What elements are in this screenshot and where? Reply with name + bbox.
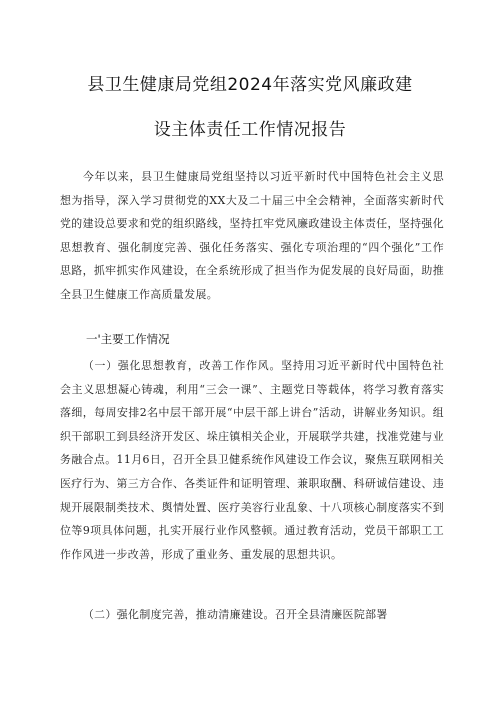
document-title-line-2: 设主体责任工作情况报告 xyxy=(153,120,347,140)
paragraph-item-2: （二）强化制度完善，推动清廉建设。召开全县清廉医院部署 xyxy=(82,608,388,621)
paragraph-item-1: （一）强化思想教育，改善工作作风。坚持用习近平新时代中国特色社会主义思想凝心铸魂，利用“三会一课”、主题党日等载体，将学习教育落实落细，每周安排2名中层干部开展“中层干部上讲台”活动，讲解业务知识。组织干部职工到县经济开发区、垛庄镇相关企业，开展联学共建，找准党建与业务融合点。11月6日，召开全县卫健系统作风建设工作会议，聚焦互联网相关医疗行为、第三方合作、各类证件和证明管理、兼职取酬、科研诚信建设、违规开展限制类技术、舆情处置、医疗美容行业乱象、十八项核心制度落实不到位等9项具体问题，扎实开展行业作风整顿。通过教育活动，党员干部职工工作作风进一步改善，形成了重业务、重发展的思想共识。 xyxy=(60,359,444,561)
document-title-line-1: 县卫生健康局党组2024年落实党风廉政建 xyxy=(87,75,413,95)
section-heading-main-work: 一'主要工作情况 xyxy=(86,332,170,346)
intro-paragraph: 今年以来，县卫生健康局党组坚持以习近平新时代中国特色社会主义思想为指导，深入学习贯彻党的XX大及二十届三中全会精神，全面落实新时代党的建设总要求和党的组织路线，坚持扛牢党风廉政建设主体责任，坚持强化思想教育、强化制度完善、强化任务落实、强化专项治理的“四个强化”工作思路，抓牢抓实作风建设，在全系统形成了担当作为促发展的良好局面，助推全县卫生健康工作高质量发展。 xyxy=(60,170,444,301)
